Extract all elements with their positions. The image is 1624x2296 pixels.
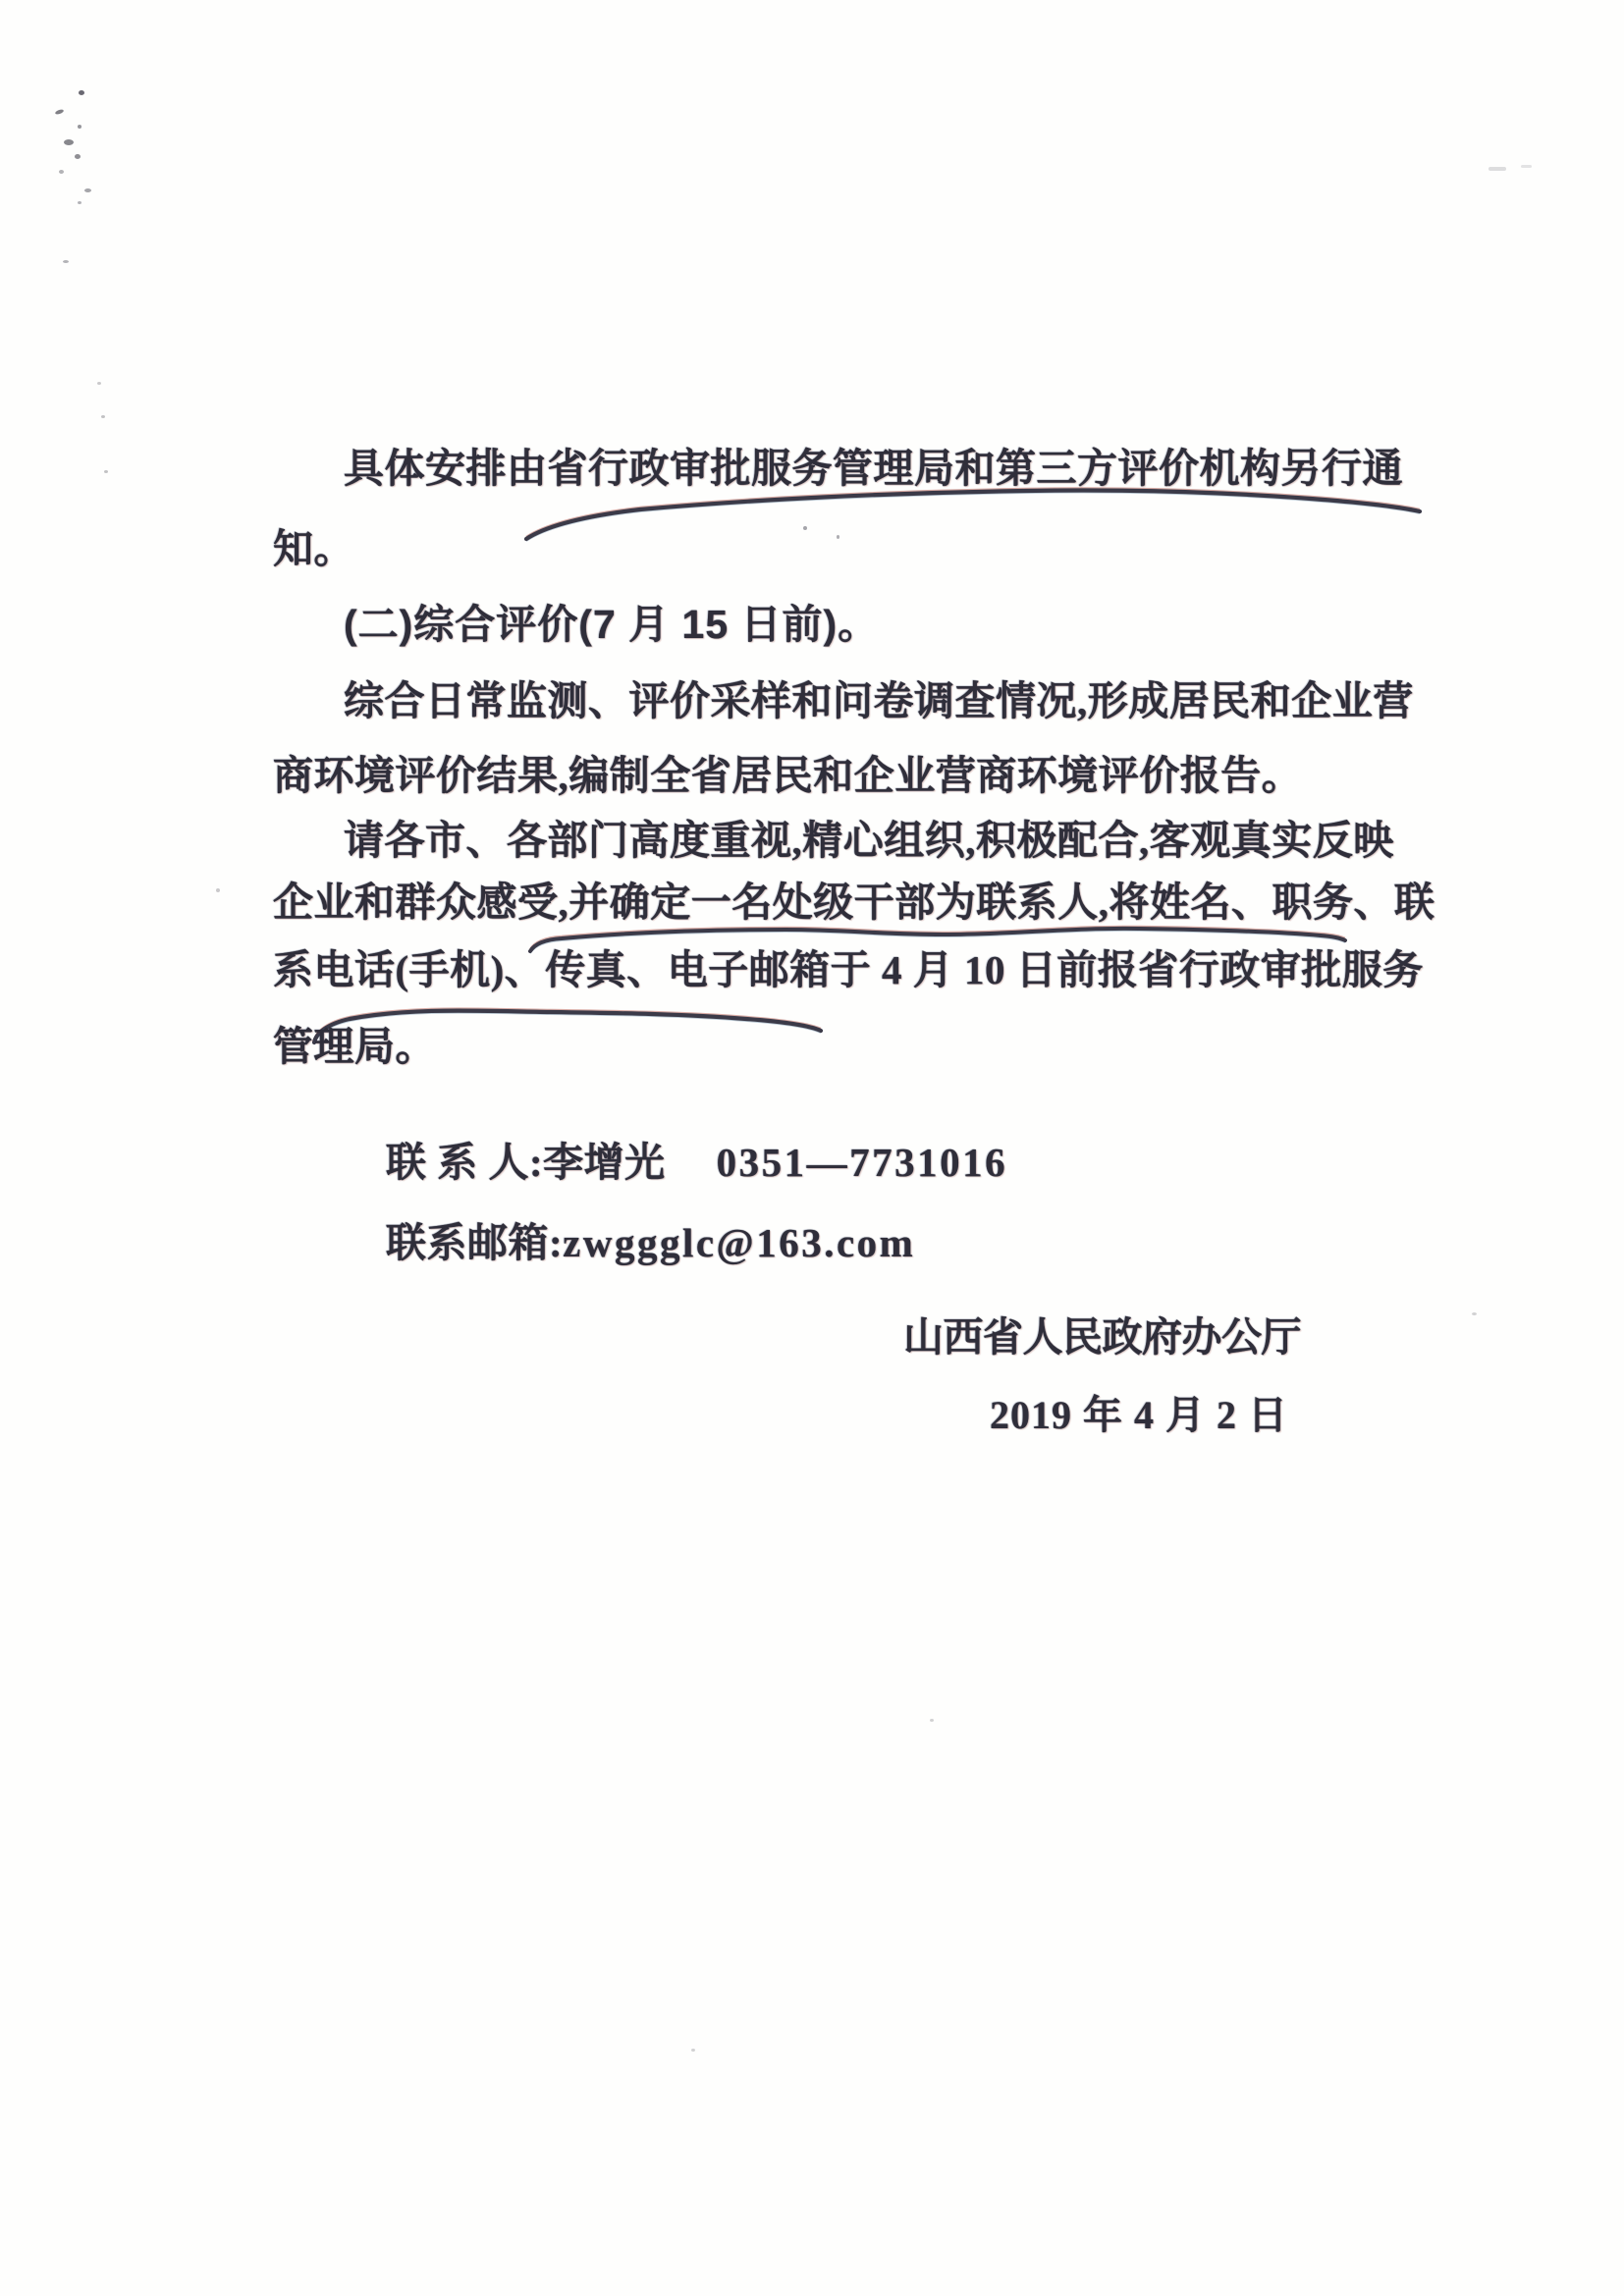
- paragraph-line: 知。: [273, 526, 354, 571]
- paragraph-line: 系电话(手机)、传真、电子邮箱于 4 月 10 日前报省行政审批服务: [273, 947, 1424, 992]
- contact-email-line: [344, 1176, 915, 1311]
- scan-speck: [930, 1719, 934, 1722]
- paragraph-line: 具体安排由省行政审批服务管理局和第三方评价机构另行通: [344, 446, 1403, 491]
- scan-speck: [78, 125, 81, 129]
- signature-date: 2019 年 4 月 2 日: [990, 1393, 1288, 1437]
- scan-speck: [59, 170, 64, 174]
- scan-speck: [78, 201, 81, 204]
- scan-speck: [97, 382, 101, 385]
- contact-person-name: 李增光: [543, 1139, 666, 1185]
- contact-email-label: 联系邮箱:: [386, 1219, 564, 1265]
- scan-smudge: [1521, 165, 1532, 168]
- scan-speck: [691, 2049, 695, 2052]
- paragraph-line: 综合日常监测、评价采样和问卷调查情况,形成居民和企业营: [344, 678, 1414, 723]
- paragraph-line: 企业和群众感受,并确定一名处级干部为联系人,将姓名、职务、联: [273, 880, 1435, 925]
- scan-speck: [63, 260, 69, 263]
- contact-person-label: 联 系 人:: [386, 1139, 544, 1185]
- paragraph-line: 请各市、各部门高度重视,精心组织,积极配合,客观真实反映: [344, 818, 1394, 863]
- section-heading: (二)综合评价(7 月 15 日前)。: [344, 602, 880, 647]
- scan-speck: [1472, 1312, 1477, 1315]
- scan-speck: [101, 415, 105, 418]
- scan-speck: [64, 139, 74, 145]
- scan-speck: [837, 535, 839, 539]
- scan-speck: [84, 188, 91, 192]
- paragraph-line: 商环境评价结果,编制全省居民和企业营商环境评价报告。: [273, 753, 1303, 798]
- paragraph-line: 管理局。: [273, 1024, 436, 1069]
- scan-speck: [803, 526, 807, 530]
- scan-speck: [216, 888, 220, 892]
- scan-speck: [55, 109, 65, 116]
- signature-org: 山西省人民政府办公厅: [903, 1314, 1301, 1360]
- contact-email: zwggglc@163.com: [563, 1219, 916, 1265]
- scan-smudge: [1489, 167, 1506, 171]
- scan-speck: [75, 154, 81, 159]
- scan-speck: [104, 470, 108, 473]
- contact-phone: 0351—7731016: [716, 1139, 1008, 1185]
- scan-speck: [79, 90, 84, 95]
- pen-underline-1: [526, 488, 1420, 541]
